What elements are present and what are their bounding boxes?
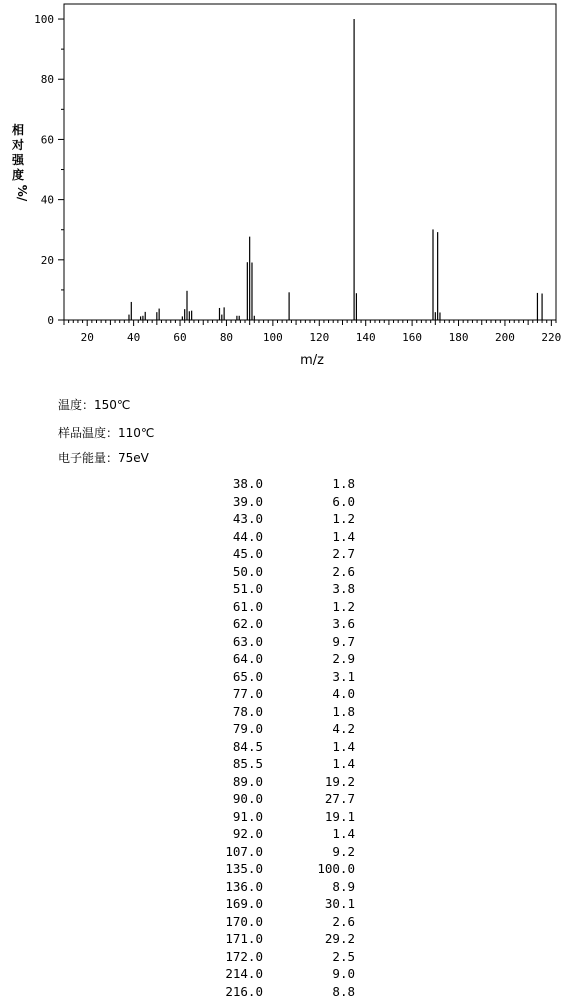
peak-intensity: 27.7 — [325, 790, 355, 808]
y-axis-label-char: 强 — [11, 152, 25, 167]
mass-spectrum-chart — [0, 0, 570, 375]
peak-table-row — [200, 475, 380, 493]
peak-table-row — [200, 493, 380, 511]
peak-mz: 170.0 — [225, 913, 263, 931]
x-tick-label: 160 — [402, 331, 422, 344]
peak-table-row — [200, 720, 380, 738]
x-tick-label: 100 — [263, 331, 283, 344]
peak-intensity: 6.0 — [332, 493, 355, 511]
peak-table-row — [200, 598, 380, 616]
peak-table-row — [200, 510, 380, 528]
y-tick-label: 40 — [41, 194, 54, 207]
peak-intensity: 1.4 — [332, 755, 355, 773]
peak-table-row — [200, 563, 380, 581]
x-tick-label: 40 — [127, 331, 140, 344]
peak-mz: 214.0 — [225, 965, 263, 983]
peak-table-row — [200, 790, 380, 808]
peak-intensity: 2.6 — [332, 563, 355, 581]
peak-table-row — [200, 650, 380, 668]
peak-intensity: 1.4 — [332, 825, 355, 843]
x-tick-label: 120 — [309, 331, 329, 344]
peak-mz: 44.0 — [233, 528, 263, 546]
peak-table-row — [200, 808, 380, 826]
peak-mz: 39.0 — [233, 493, 263, 511]
peak-mz: 107.0 — [225, 843, 263, 861]
peak-intensity: 2.5 — [332, 948, 355, 966]
peak-table-row — [200, 528, 380, 546]
peak-mz: 51.0 — [233, 580, 263, 598]
peak-intensity: 2.7 — [332, 545, 355, 563]
peak-table-row — [200, 843, 380, 861]
x-tick-label: 80 — [220, 331, 233, 344]
peak-mz: 38.0 — [233, 475, 263, 493]
plot-frame — [64, 4, 556, 320]
peak-table-row — [200, 895, 380, 913]
peak-table-row — [200, 668, 380, 686]
peak-table-row — [200, 878, 380, 896]
peak-table-row — [200, 545, 380, 563]
peak-table-row — [200, 913, 380, 931]
temperature-label: 温度：150℃ — [58, 396, 130, 413]
peak-mz: 50.0 — [233, 563, 263, 581]
x-axis — [81, 331, 562, 344]
peak-mz: 85.5 — [233, 755, 263, 773]
peak-intensity: 1.2 — [332, 510, 355, 528]
peak-intensity: 8.8 — [332, 983, 355, 1000]
peak-mz: 43.0 — [233, 510, 263, 528]
y-tick-label: 100 — [34, 13, 54, 26]
peak-intensity: 3.1 — [332, 668, 355, 686]
y-axis-label — [11, 122, 29, 202]
peak-intensity: 1.4 — [332, 528, 355, 546]
peak-mz: 172.0 — [225, 948, 263, 966]
peak-intensity: 3.6 — [332, 615, 355, 633]
peak-mz: 77.0 — [233, 685, 263, 703]
peak-mz: 61.0 — [233, 598, 263, 616]
peak-mz: 135.0 — [225, 860, 263, 878]
peak-table-row — [200, 580, 380, 598]
peak-intensity: 9.2 — [332, 843, 355, 861]
peak-table-row — [200, 948, 380, 966]
peak-table-row — [200, 615, 380, 633]
peak-table-row — [200, 965, 380, 983]
peak-intensity: 2.6 — [332, 913, 355, 931]
y-axis-label-char: 度 — [12, 167, 24, 182]
x-tick-label: 180 — [449, 331, 469, 344]
y-axis-label-unit: %/ — [15, 185, 29, 202]
peak-intensity: 1.8 — [332, 475, 355, 493]
x-tick-label: 220 — [541, 331, 561, 344]
peak-mz: 90.0 — [233, 790, 263, 808]
minor-ticks — [64, 320, 556, 326]
peak-mz: 79.0 — [233, 720, 263, 738]
peak-table-row — [200, 983, 380, 1000]
peak-table-row — [200, 773, 380, 791]
peak-table-row — [200, 703, 380, 721]
peak-table-row — [200, 633, 380, 651]
y-axis-label-char: 相 — [12, 122, 24, 137]
peak-mz: 45.0 — [233, 545, 263, 563]
peak-table-row — [200, 860, 380, 878]
peak-mz: 169.0 — [225, 895, 263, 913]
peak-intensity: 19.2 — [325, 773, 355, 791]
y-axis — [34, 13, 64, 327]
peak-intensity: 9.7 — [332, 633, 355, 651]
peak-mz: 89.0 — [233, 773, 263, 791]
peak-mz: 92.0 — [233, 825, 263, 843]
peak-intensity: 2.9 — [332, 650, 355, 668]
peak-intensity: 4.0 — [332, 685, 355, 703]
x-tick-label: 140 — [356, 331, 376, 344]
x-tick-label: 200 — [495, 331, 515, 344]
peak-table — [200, 475, 380, 1000]
peak-intensity: 30.1 — [325, 895, 355, 913]
peak-intensity: 3.8 — [332, 580, 355, 598]
peak-intensity: 29.2 — [325, 930, 355, 948]
electron-energy-label: 电子能量：75eV — [58, 449, 149, 466]
peak-mz: 171.0 — [225, 930, 263, 948]
x-axis-title: m/z — [300, 353, 324, 368]
peak-mz: 78.0 — [233, 703, 263, 721]
peak-table-row — [200, 930, 380, 948]
peak-intensity: 4.2 — [332, 720, 355, 738]
peak-mz: 216.0 — [225, 983, 263, 1000]
peak-mz: 136.0 — [225, 878, 263, 896]
peak-intensity: 1.8 — [332, 703, 355, 721]
peak-table-row — [200, 755, 380, 773]
peak-table-row — [200, 738, 380, 756]
peak-intensity: 100.0 — [317, 860, 355, 878]
peak-table-row — [200, 825, 380, 843]
peak-table-row — [200, 685, 380, 703]
peak-mz: 62.0 — [233, 615, 263, 633]
peak-intensity: 1.4 — [332, 738, 355, 756]
peak-intensity: 19.1 — [325, 808, 355, 826]
y-axis-label-char: 对 — [11, 137, 24, 152]
y-tick-label: 0 — [47, 314, 54, 327]
peak-mz: 91.0 — [233, 808, 263, 826]
y-tick-label: 60 — [41, 133, 54, 146]
peak-mz: 64.0 — [233, 650, 263, 668]
sample-temperature-label: 样品温度：110℃ — [58, 424, 154, 441]
peak-intensity: 9.0 — [332, 965, 355, 983]
y-tick-label: 80 — [41, 73, 54, 86]
y-tick-label: 20 — [41, 254, 54, 267]
peak-intensity: 8.9 — [332, 878, 355, 896]
peak-mz: 84.5 — [233, 738, 263, 756]
peak-intensity: 1.2 — [332, 598, 355, 616]
x-tick-label: 60 — [173, 331, 186, 344]
peak-mz: 65.0 — [233, 668, 263, 686]
x-tick-label: 20 — [81, 331, 94, 344]
peak-bars — [129, 19, 542, 320]
peak-mz: 63.0 — [233, 633, 263, 651]
